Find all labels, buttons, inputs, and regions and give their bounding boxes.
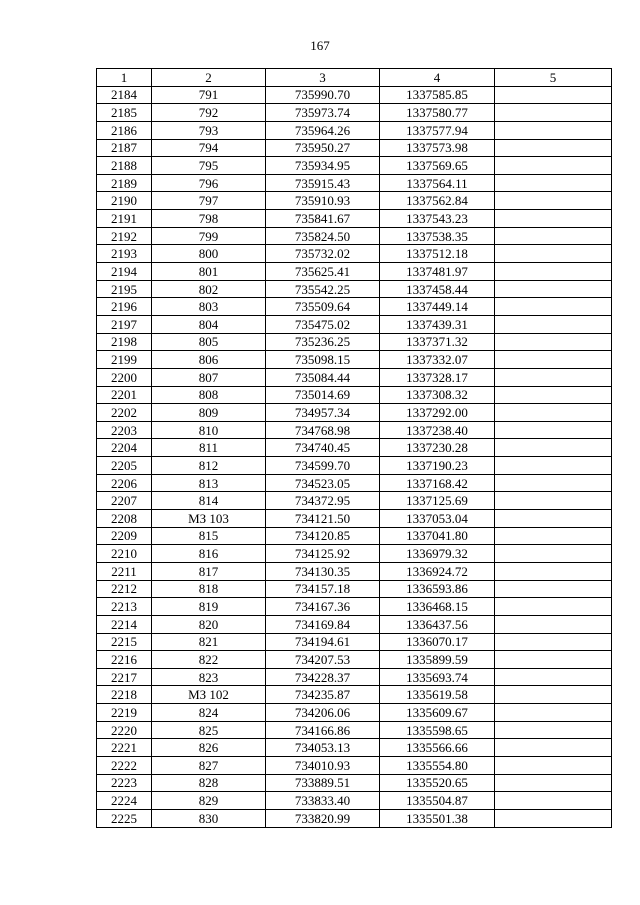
cell-y-coordinate: 1336437.56 <box>380 615 495 633</box>
cell-point: 816 <box>152 545 266 563</box>
cell-y-coordinate: 1337371.32 <box>380 333 495 351</box>
cell-point: 830 <box>152 809 266 827</box>
cell-note <box>495 421 612 439</box>
cell-x-coordinate: 735542.25 <box>266 280 380 298</box>
table-row <box>97 510 612 528</box>
cell-x-coordinate: 735934.95 <box>266 157 380 175</box>
cell-note <box>495 474 612 492</box>
table-row <box>97 121 612 139</box>
cell-number: 2225 <box>97 809 152 827</box>
cell-x-coordinate: 735950.27 <box>266 139 380 157</box>
cell-y-coordinate: 1337332.07 <box>380 351 495 369</box>
cell-x-coordinate: 734206.06 <box>266 704 380 722</box>
cell-number: 2204 <box>97 439 152 457</box>
cell-point: 814 <box>152 492 266 510</box>
table-row <box>97 668 612 686</box>
cell-note <box>495 368 612 386</box>
cell-number: 2223 <box>97 774 152 792</box>
cell-x-coordinate: 734053.13 <box>266 739 380 757</box>
cell-x-coordinate: 734167.36 <box>266 598 380 616</box>
cell-y-coordinate: 1337328.17 <box>380 368 495 386</box>
cell-number: 2221 <box>97 739 152 757</box>
cell-number: 2202 <box>97 404 152 422</box>
cell-x-coordinate: 734010.93 <box>266 756 380 774</box>
table-row <box>97 756 612 774</box>
cell-number: 2200 <box>97 368 152 386</box>
cell-point: 792 <box>152 104 266 122</box>
cell-point: 829 <box>152 792 266 810</box>
cell-note <box>495 86 612 104</box>
cell-number: 2205 <box>97 457 152 475</box>
cell-point: 805 <box>152 333 266 351</box>
cell-point: 802 <box>152 280 266 298</box>
cell-point: 801 <box>152 263 266 281</box>
cell-number: 2209 <box>97 527 152 545</box>
cell-note <box>495 298 612 316</box>
cell-point: 807 <box>152 368 266 386</box>
cell-point: 823 <box>152 668 266 686</box>
table-row <box>97 351 612 369</box>
cell-y-coordinate: 1336468.15 <box>380 598 495 616</box>
cell-y-coordinate: 1335598.65 <box>380 721 495 739</box>
cell-note <box>495 686 612 704</box>
table-row <box>97 527 612 545</box>
cell-number: 2193 <box>97 245 152 263</box>
cell-y-coordinate: 1335554.80 <box>380 756 495 774</box>
cell-note <box>495 404 612 422</box>
table-row <box>97 227 612 245</box>
cell-x-coordinate: 735973.74 <box>266 104 380 122</box>
cell-point: 794 <box>152 139 266 157</box>
cell-note <box>495 545 612 563</box>
cell-y-coordinate: 1336979.32 <box>380 545 495 563</box>
cell-x-coordinate: 734235.87 <box>266 686 380 704</box>
cell-note <box>495 792 612 810</box>
table-row <box>97 739 612 757</box>
cell-note <box>495 615 612 633</box>
cell-note <box>495 809 612 827</box>
cell-x-coordinate: 733820.99 <box>266 809 380 827</box>
cell-number: 2184 <box>97 86 152 104</box>
table-row <box>97 615 612 633</box>
cell-note <box>495 157 612 175</box>
cell-y-coordinate: 1337580.77 <box>380 104 495 122</box>
cell-y-coordinate: 1336924.72 <box>380 562 495 580</box>
cell-number: 2217 <box>97 668 152 686</box>
cell-x-coordinate: 734768.98 <box>266 421 380 439</box>
cell-note <box>495 139 612 157</box>
cell-x-coordinate: 735990.70 <box>266 86 380 104</box>
table-row <box>97 263 612 281</box>
cell-x-coordinate: 734599.70 <box>266 457 380 475</box>
cell-note <box>495 245 612 263</box>
cell-note <box>495 756 612 774</box>
cell-y-coordinate: 1337053.04 <box>380 510 495 528</box>
cell-y-coordinate: 1337230.28 <box>380 439 495 457</box>
cell-y-coordinate: 1337168.42 <box>380 474 495 492</box>
cell-point: 815 <box>152 527 266 545</box>
cell-x-coordinate: 734120.85 <box>266 527 380 545</box>
cell-point: 796 <box>152 174 266 192</box>
cell-number: 2187 <box>97 139 152 157</box>
cell-y-coordinate: 1335501.38 <box>380 809 495 827</box>
cell-number: 2224 <box>97 792 152 810</box>
cell-number: 2215 <box>97 633 152 651</box>
cell-y-coordinate: 1337308.32 <box>380 386 495 404</box>
cell-number: 2201 <box>97 386 152 404</box>
cell-point: 820 <box>152 615 266 633</box>
cell-note <box>495 227 612 245</box>
cell-y-coordinate: 1337292.00 <box>380 404 495 422</box>
table-row <box>97 580 612 598</box>
cell-note <box>495 263 612 281</box>
cell-x-coordinate: 734207.53 <box>266 651 380 669</box>
page-number: 167 <box>310 38 330 53</box>
cell-x-coordinate: 735625.41 <box>266 263 380 281</box>
header-col-5: 5 <box>495 69 612 87</box>
cell-point: 809 <box>152 404 266 422</box>
cell-note <box>495 104 612 122</box>
cell-x-coordinate: 734740.45 <box>266 439 380 457</box>
table-row <box>97 774 612 792</box>
cell-point: 803 <box>152 298 266 316</box>
cell-y-coordinate: 1336593.86 <box>380 580 495 598</box>
cell-point: 827 <box>152 756 266 774</box>
cell-point: 818 <box>152 580 266 598</box>
cell-x-coordinate: 735964.26 <box>266 121 380 139</box>
cell-note <box>495 774 612 792</box>
cell-point: 808 <box>152 386 266 404</box>
cell-x-coordinate: 735841.67 <box>266 210 380 228</box>
cell-point: 806 <box>152 351 266 369</box>
header-col-3: 3 <box>266 69 380 87</box>
cell-number: 2197 <box>97 315 152 333</box>
cell-note <box>495 333 612 351</box>
table-header <box>97 69 612 87</box>
table-row <box>97 598 612 616</box>
cell-y-coordinate: 1337543.23 <box>380 210 495 228</box>
cell-number: 2210 <box>97 545 152 563</box>
cell-note <box>495 562 612 580</box>
cell-point: 821 <box>152 633 266 651</box>
cell-y-coordinate: 1337190.23 <box>380 457 495 475</box>
cell-x-coordinate: 734157.18 <box>266 580 380 598</box>
table-row <box>97 404 612 422</box>
cell-y-coordinate: 1337585.85 <box>380 86 495 104</box>
cell-y-coordinate: 1335566.66 <box>380 739 495 757</box>
cell-number: 2219 <box>97 704 152 722</box>
cell-x-coordinate: 734194.61 <box>266 633 380 651</box>
cell-number: 2190 <box>97 192 152 210</box>
cell-y-coordinate: 1337238.40 <box>380 421 495 439</box>
cell-x-coordinate: 733833.40 <box>266 792 380 810</box>
cell-x-coordinate: 734125.92 <box>266 545 380 563</box>
cell-x-coordinate: 735475.02 <box>266 315 380 333</box>
cell-point: 813 <box>152 474 266 492</box>
table-row <box>97 492 612 510</box>
table-row <box>97 315 612 333</box>
cell-y-coordinate: 1337481.97 <box>380 263 495 281</box>
header-col-4: 4 <box>380 69 495 87</box>
cell-point: 797 <box>152 192 266 210</box>
cell-number: 2206 <box>97 474 152 492</box>
table-row <box>97 210 612 228</box>
cell-x-coordinate: 735824.50 <box>266 227 380 245</box>
table-row <box>97 792 612 810</box>
table-row <box>97 86 612 104</box>
table-row <box>97 633 612 651</box>
cell-number: 2218 <box>97 686 152 704</box>
cell-number: 2186 <box>97 121 152 139</box>
cell-note <box>495 580 612 598</box>
cell-point: 804 <box>152 315 266 333</box>
cell-x-coordinate: 735732.02 <box>266 245 380 263</box>
table-row <box>97 157 612 175</box>
cell-y-coordinate: 1335520.65 <box>380 774 495 792</box>
cell-y-coordinate: 1335693.74 <box>380 668 495 686</box>
cell-note <box>495 174 612 192</box>
table-row <box>97 192 612 210</box>
cell-note <box>495 457 612 475</box>
cell-point: 822 <box>152 651 266 669</box>
cell-point: 810 <box>152 421 266 439</box>
cell-x-coordinate: 734169.84 <box>266 615 380 633</box>
cell-number: 2195 <box>97 280 152 298</box>
cell-point: 828 <box>152 774 266 792</box>
cell-note <box>495 598 612 616</box>
cell-x-coordinate: 735098.15 <box>266 351 380 369</box>
cell-note <box>495 704 612 722</box>
cell-number: 2196 <box>97 298 152 316</box>
table-row <box>97 104 612 122</box>
cell-number: 2199 <box>97 351 152 369</box>
cell-note <box>495 721 612 739</box>
cell-point: 800 <box>152 245 266 263</box>
cell-number: 2208 <box>97 510 152 528</box>
cell-y-coordinate: 1337041.80 <box>380 527 495 545</box>
table-row <box>97 368 612 386</box>
cell-x-coordinate: 733889.51 <box>266 774 380 792</box>
table-row <box>97 333 612 351</box>
cell-number: 2203 <box>97 421 152 439</box>
cell-number: 2198 <box>97 333 152 351</box>
cell-y-coordinate: 1336070.17 <box>380 633 495 651</box>
cell-point: 795 <box>152 157 266 175</box>
cell-note <box>495 121 612 139</box>
table-row <box>97 686 612 704</box>
cell-x-coordinate: 735236.25 <box>266 333 380 351</box>
cell-x-coordinate: 734957.34 <box>266 404 380 422</box>
table-row <box>97 809 612 827</box>
cell-point: 799 <box>152 227 266 245</box>
table-row <box>97 386 612 404</box>
cell-y-coordinate: 1337562.84 <box>380 192 495 210</box>
cell-point: 824 <box>152 704 266 722</box>
cell-x-coordinate: 735910.93 <box>266 192 380 210</box>
cell-note <box>495 386 612 404</box>
cell-number: 2194 <box>97 263 152 281</box>
cell-y-coordinate: 1337577.94 <box>380 121 495 139</box>
cell-y-coordinate: 1337569.65 <box>380 157 495 175</box>
cell-x-coordinate: 734121.50 <box>266 510 380 528</box>
table-row <box>97 474 612 492</box>
cell-note <box>495 510 612 528</box>
cell-note <box>495 351 612 369</box>
cell-note <box>495 439 612 457</box>
cell-number: 2222 <box>97 756 152 774</box>
table-row <box>97 651 612 669</box>
table-row <box>97 439 612 457</box>
cell-point: 812 <box>152 457 266 475</box>
table-row <box>97 721 612 739</box>
cell-x-coordinate: 734228.37 <box>266 668 380 686</box>
cell-number: 2216 <box>97 651 152 669</box>
cell-note <box>495 492 612 510</box>
cell-number: 2213 <box>97 598 152 616</box>
cell-y-coordinate: 1337512.18 <box>380 245 495 263</box>
cell-number: 2207 <box>97 492 152 510</box>
cell-point: 811 <box>152 439 266 457</box>
table-row <box>97 562 612 580</box>
table-row <box>97 421 612 439</box>
cell-number: 2189 <box>97 174 152 192</box>
cell-x-coordinate: 735915.43 <box>266 174 380 192</box>
cell-point: 817 <box>152 562 266 580</box>
table-row <box>97 280 612 298</box>
cell-point: 798 <box>152 210 266 228</box>
table-body <box>97 86 612 827</box>
cell-x-coordinate: 734130.35 <box>266 562 380 580</box>
cell-y-coordinate: 1337439.31 <box>380 315 495 333</box>
cell-point: 793 <box>152 121 266 139</box>
header-col-2: 2 <box>152 69 266 87</box>
cell-point: МЗ 103 <box>152 510 266 528</box>
cell-note <box>495 527 612 545</box>
cell-y-coordinate: 1337538.35 <box>380 227 495 245</box>
cell-number: 2191 <box>97 210 152 228</box>
cell-point: МЗ 102 <box>152 686 266 704</box>
cell-number: 2188 <box>97 157 152 175</box>
cell-number: 2185 <box>97 104 152 122</box>
cell-note <box>495 739 612 757</box>
cell-note <box>495 668 612 686</box>
cell-x-coordinate: 734166.86 <box>266 721 380 739</box>
cell-note <box>495 315 612 333</box>
cell-note <box>495 210 612 228</box>
cell-number: 2214 <box>97 615 152 633</box>
cell-y-coordinate: 1335619.58 <box>380 686 495 704</box>
header-row <box>97 69 612 87</box>
cell-y-coordinate: 1337125.69 <box>380 492 495 510</box>
cell-note <box>495 192 612 210</box>
cell-number: 2220 <box>97 721 152 739</box>
cell-y-coordinate: 1337564.11 <box>380 174 495 192</box>
cell-x-coordinate: 734372.95 <box>266 492 380 510</box>
cell-point: 791 <box>152 86 266 104</box>
cell-x-coordinate: 734523.05 <box>266 474 380 492</box>
cell-number: 2212 <box>97 580 152 598</box>
cell-point: 825 <box>152 721 266 739</box>
table-row <box>97 245 612 263</box>
cell-y-coordinate: 1335504.87 <box>380 792 495 810</box>
header-col-1: 1 <box>97 69 152 87</box>
cell-note <box>495 280 612 298</box>
cell-y-coordinate: 1337573.98 <box>380 139 495 157</box>
cell-y-coordinate: 1337458.44 <box>380 280 495 298</box>
cell-x-coordinate: 735509.64 <box>266 298 380 316</box>
table-row <box>97 545 612 563</box>
table-row <box>97 174 612 192</box>
table-row <box>97 457 612 475</box>
coordinates-table <box>96 68 612 828</box>
cell-y-coordinate: 1335899.59 <box>380 651 495 669</box>
cell-number: 2192 <box>97 227 152 245</box>
cell-note <box>495 633 612 651</box>
cell-y-coordinate: 1337449.14 <box>380 298 495 316</box>
cell-point: 826 <box>152 739 266 757</box>
cell-x-coordinate: 735014.69 <box>266 386 380 404</box>
cell-x-coordinate: 735084.44 <box>266 368 380 386</box>
cell-note <box>495 651 612 669</box>
table-row <box>97 298 612 316</box>
cell-y-coordinate: 1335609.67 <box>380 704 495 722</box>
table-row <box>97 139 612 157</box>
cell-number: 2211 <box>97 562 152 580</box>
table-row <box>97 704 612 722</box>
cell-point: 819 <box>152 598 266 616</box>
